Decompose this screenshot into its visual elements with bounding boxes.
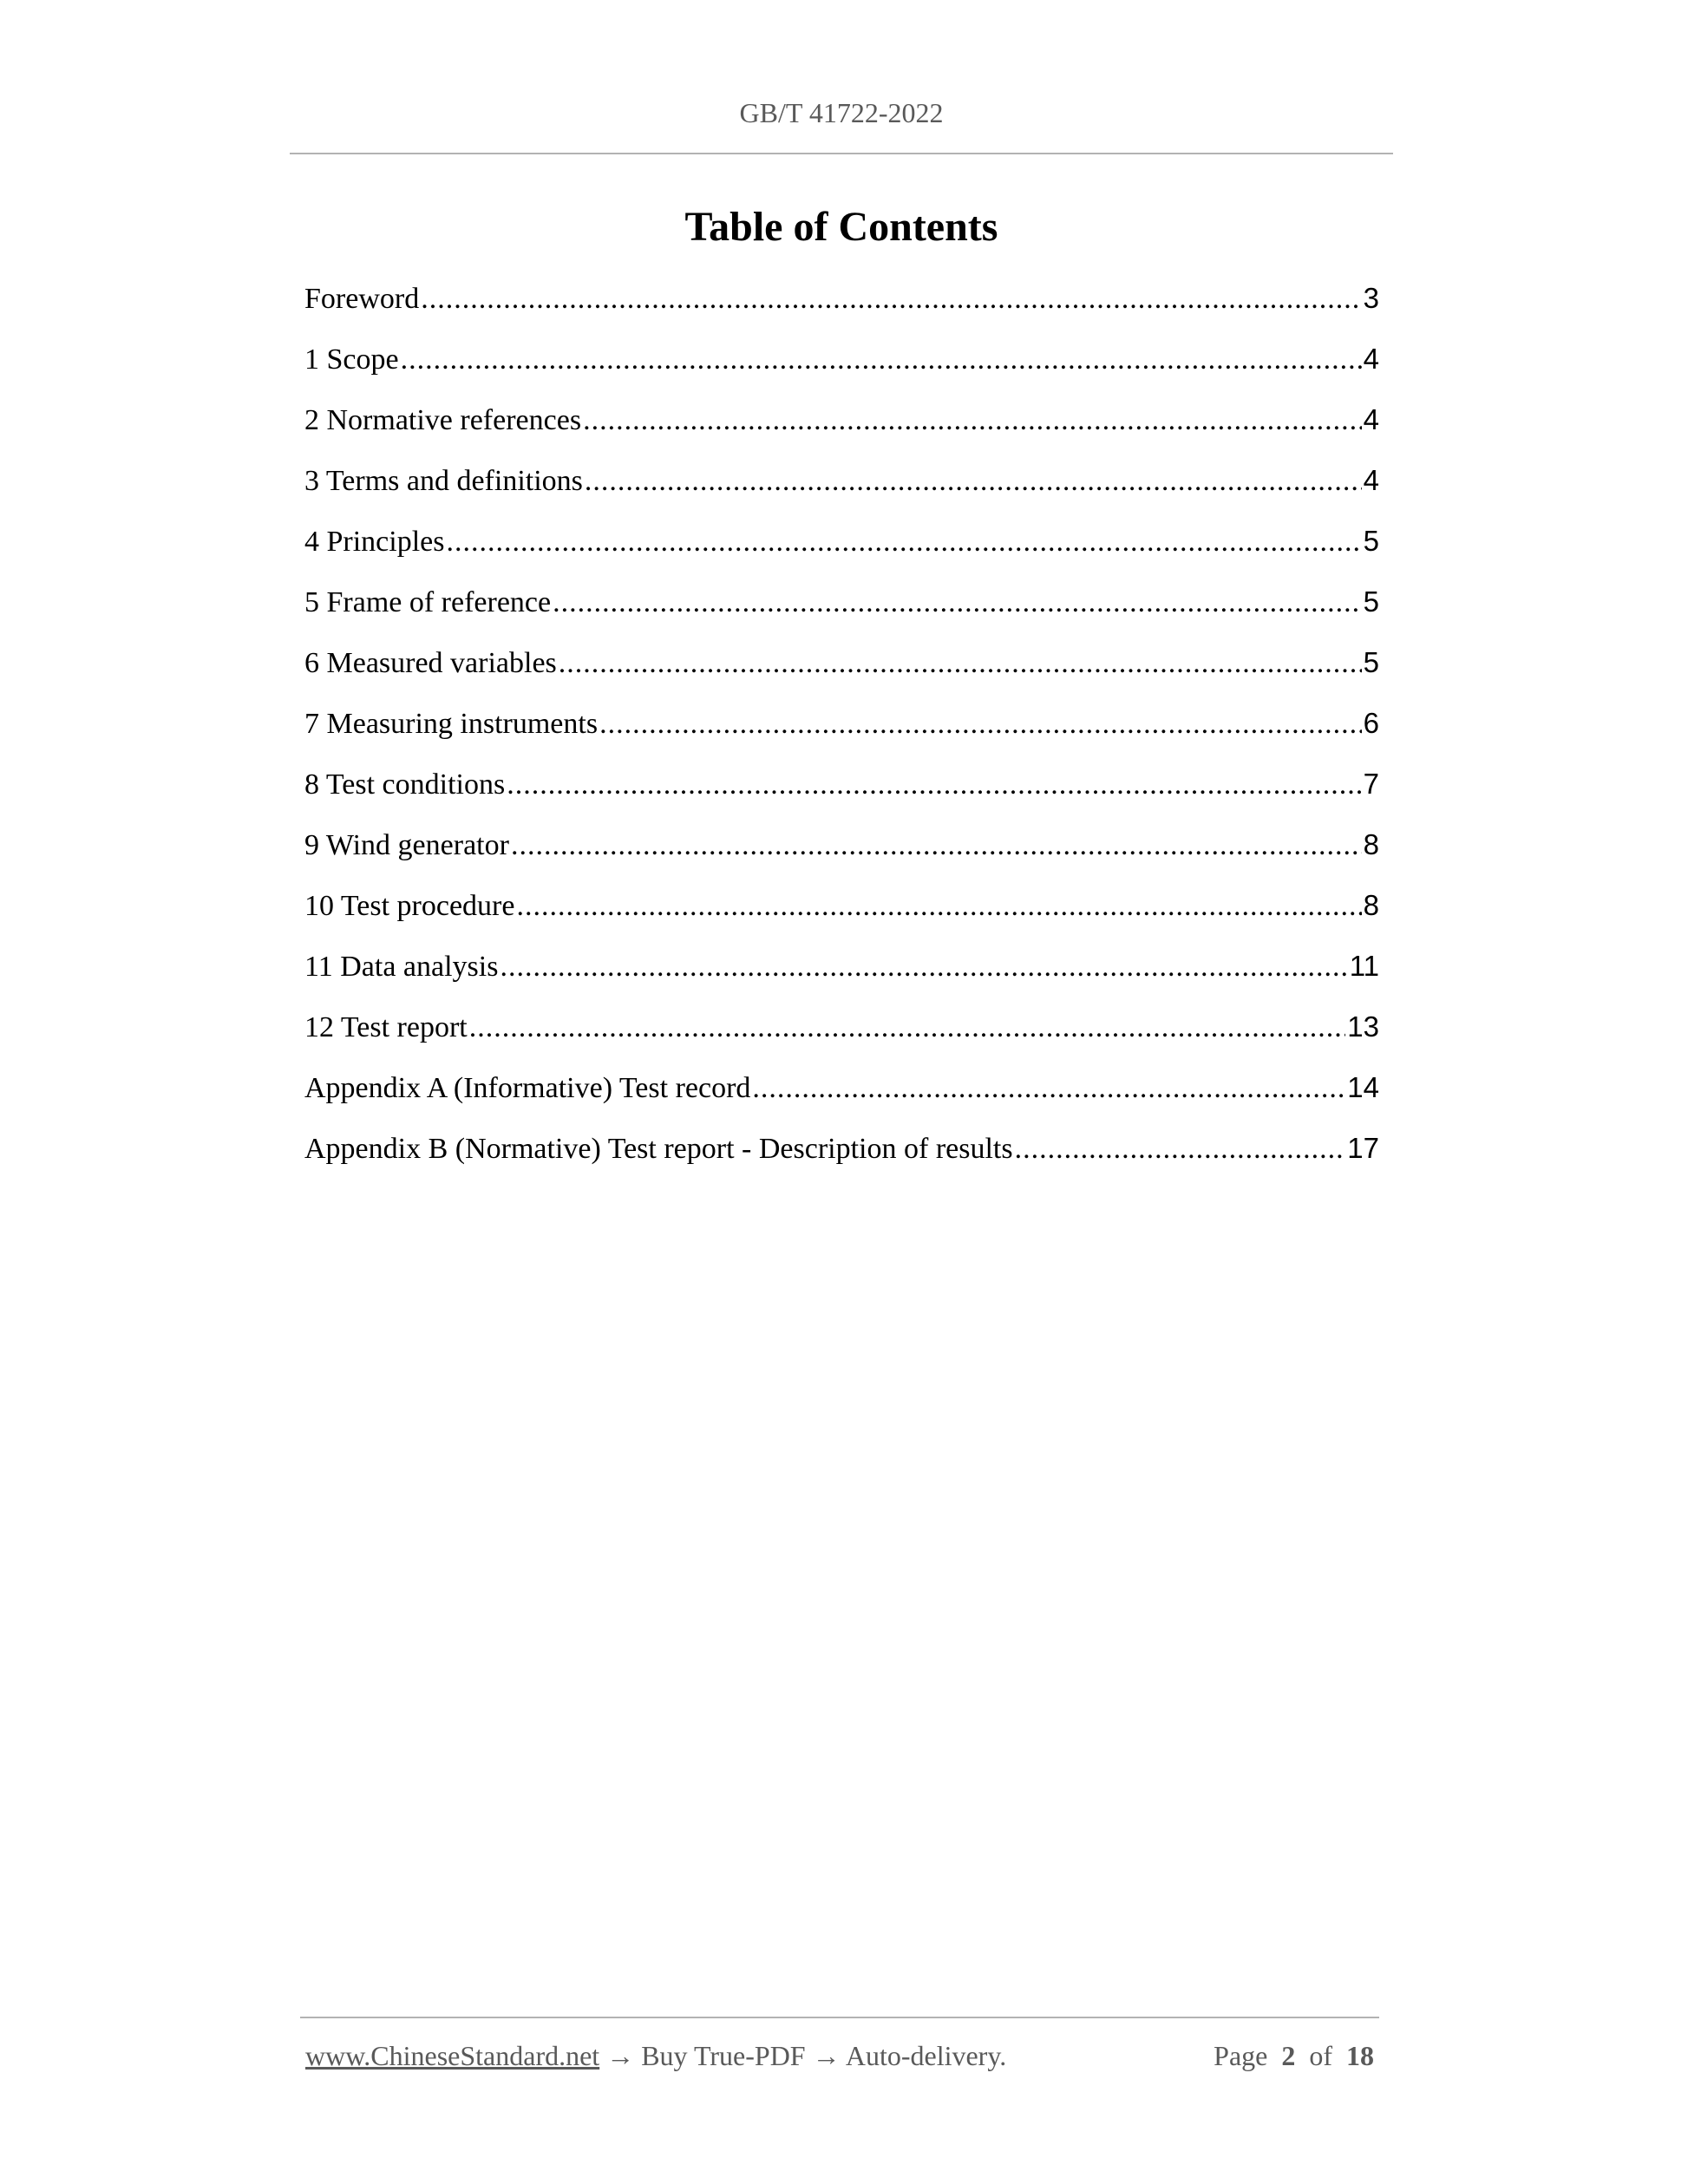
toc-dot-leader: [469, 1000, 1346, 1056]
toc-entry-scope[interactable]: [304, 331, 1379, 392]
toc-entry-normative-references[interactable]: [304, 392, 1379, 453]
arrow-right-icon: →: [812, 2040, 841, 2071]
toc-dot-leader: [516, 879, 1361, 934]
toc-entry-page: 4: [1363, 464, 1379, 496]
toc-entry-label: 1 Scope: [304, 343, 399, 376]
toc-entry-page: 4: [1363, 343, 1379, 375]
toc-entry-page: 11: [1349, 950, 1379, 982]
page-title: Table of Contents: [684, 204, 998, 250]
toc-entry-page: 5: [1363, 525, 1379, 557]
page-current: 2: [1281, 2040, 1296, 2071]
toc-entry-wind-generator[interactable]: [304, 817, 1379, 878]
toc-dot-leader: [752, 1061, 1345, 1116]
toc-entry-label: 7 Measuring instruments: [304, 708, 599, 740]
toc-entry-label: 11 Data analysis: [304, 951, 499, 983]
page-total: 18: [1346, 2040, 1374, 2071]
toc-entry-label: Appendix A (Informative) Test record: [304, 1072, 751, 1104]
toc-entry-label: 4 Principles: [304, 526, 445, 558]
toc-entry-label: 9 Wind generator: [304, 829, 509, 861]
toc-entry-label: Appendix B (Normative) Test report - Description of results: [304, 1133, 1013, 1165]
toc-entry-measuring-instruments[interactable]: [304, 696, 1379, 756]
toc-entry-data-analysis[interactable]: [304, 938, 1379, 999]
of-word: of: [1309, 2040, 1332, 2071]
toc-dot-leader: [1015, 1121, 1346, 1177]
toc-entry-page: 17: [1347, 1132, 1379, 1164]
toc-entry-page: 8: [1363, 828, 1379, 860]
footer-divider: [300, 2017, 1379, 2018]
toc-entry-measured-variables[interactable]: [304, 635, 1379, 696]
standard-id: GB/T 41722-2022: [739, 97, 944, 128]
arrow-right-icon: →: [606, 2040, 635, 2071]
toc-entry-appendix-b[interactable]: [304, 1121, 1379, 1181]
toc-dot-leader: [599, 696, 1362, 752]
toc-entry-page: 7: [1363, 768, 1379, 800]
buy-true-pdf-text: Buy True-PDF: [641, 2040, 806, 2071]
toc-dot-leader: [446, 514, 1361, 570]
toc-dot-leader: [583, 393, 1362, 448]
toc-list: [304, 271, 1379, 1181]
toc-entry-page: 5: [1363, 585, 1379, 618]
toc-entry-page: 13: [1347, 1010, 1379, 1043]
page-word: Page: [1214, 2040, 1268, 2071]
footer-promo: [305, 2040, 1006, 2072]
toc-dot-leader: [559, 636, 1362, 691]
toc-entry-label: 8 Test conditions: [304, 768, 506, 801]
toc-entry-label: 10 Test procedure: [304, 890, 515, 922]
toc-dot-leader: [585, 454, 1362, 509]
toc-entry-page: 8: [1363, 889, 1379, 921]
toc-entry-page: 4: [1363, 403, 1379, 435]
site-link[interactable]: www.ChineseStandard.net: [305, 2040, 600, 2071]
toc-entry-foreword[interactable]: [304, 271, 1379, 331]
toc-dot-leader: [553, 575, 1362, 631]
toc-entry-page: 3: [1363, 282, 1379, 314]
toc-entry-label: Foreword: [304, 283, 420, 315]
toc-entry-page: 6: [1363, 707, 1379, 739]
toc-entry-terms-and-definitions[interactable]: [304, 453, 1379, 513]
toc-entry-test-procedure[interactable]: [304, 878, 1379, 938]
toc-entry-label: 3 Terms and definitions: [304, 465, 583, 497]
toc-entry-appendix-a[interactable]: [304, 1060, 1379, 1121]
toc-dot-leader: [500, 939, 1347, 995]
toc-entry-page: 5: [1363, 646, 1379, 678]
toc-entry-test-conditions[interactable]: [304, 756, 1379, 817]
toc-dot-leader: [421, 271, 1361, 327]
toc-entry-label: 12 Test report: [304, 1011, 468, 1043]
toc-dot-leader: [507, 757, 1361, 813]
toc-entry-test-report[interactable]: [304, 999, 1379, 1060]
page-number: [1214, 2040, 1374, 2072]
document-header: [290, 97, 1393, 129]
auto-delivery-text: Auto-delivery.: [845, 2040, 1007, 2071]
toc-entry-page: 14: [1347, 1071, 1379, 1103]
toc-dot-leader: [511, 818, 1362, 873]
toc-entry-label: 6 Measured variables: [304, 647, 557, 679]
toc-entry-label: 2 Normative references: [304, 404, 582, 436]
toc-entry-label: 5 Frame of reference: [304, 586, 552, 618]
header-divider: [290, 153, 1393, 154]
toc-entry-principles[interactable]: [304, 513, 1379, 574]
toc-dot-leader: [401, 332, 1362, 388]
toc-entry-frame-of-reference[interactable]: [304, 574, 1379, 635]
